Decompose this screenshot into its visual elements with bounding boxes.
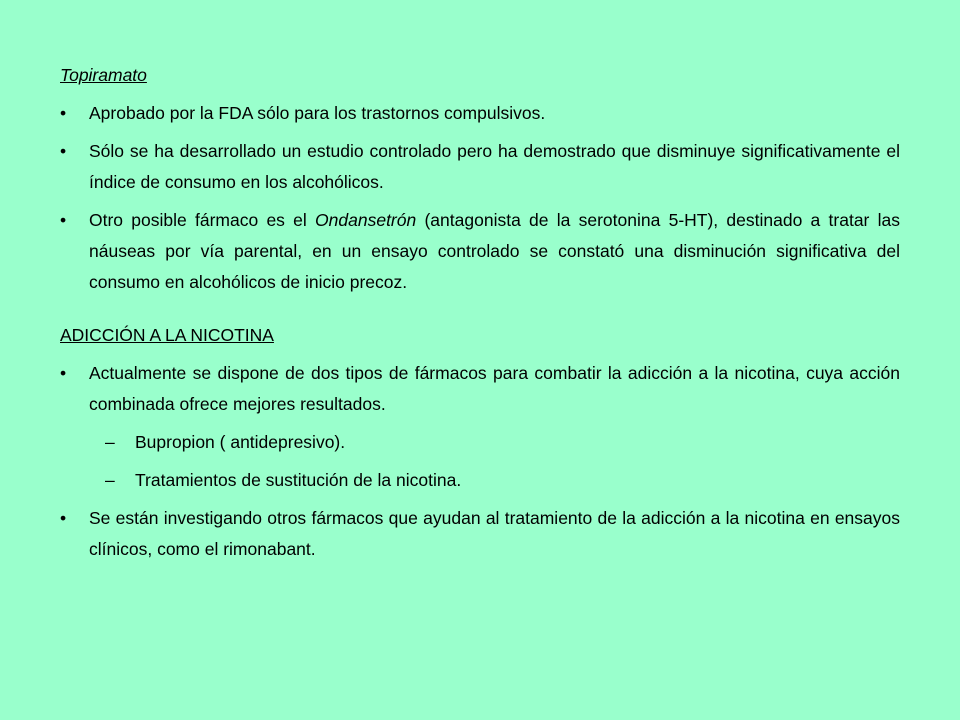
bullet-text: Actualmente se dispone de dos tipos de fármacos para combatir la adicción a la nicotina, cuya acción combinada ofrece mejores resultados. <box>89 363 900 414</box>
dash-icon: – <box>105 470 115 490</box>
bullet-item <box>60 136 900 198</box>
slide-content <box>60 60 900 572</box>
bullet-icon: • <box>60 508 67 528</box>
heading-nicotina: ADICCIÓN A LA NICOTINA <box>60 325 274 345</box>
bullet-icon: • <box>60 363 67 383</box>
bullet-icon: • <box>60 210 67 230</box>
bullet-item <box>60 358 900 420</box>
bullet-icon: • <box>60 141 67 161</box>
bullet-text: Aprobado por la FDA sólo para los trastornos compulsivos. <box>89 103 546 123</box>
bullet-text: Sólo se ha desarrollado un estudio controlado pero ha demostrado que disminuye significativamente el índice de consumo en los alcohólicos. <box>89 141 900 192</box>
heading-topiramato: Topiramato <box>60 65 147 85</box>
bullet-item <box>60 98 900 129</box>
bullet-text: Se están investigando otros fármacos que ayudan al tratamiento de la adicción a la nicotina en ensayos clínicos, como el rimonabant. <box>89 508 900 559</box>
sub-item-text: Tratamientos de sustitución de la nicotina. <box>135 470 462 490</box>
bullet-text-pre: Otro posible fármaco es el <box>89 210 316 230</box>
bullet-item <box>60 205 900 298</box>
bullet-text-post: (antagonista de la serotonina 5-HT), destinado a tratar las náuseas por vía parental, en un ensayo controlado se constató una disminución significativa del consumo en alcohólicos de inicio precoz. <box>89 210 900 292</box>
sub-item <box>60 427 900 458</box>
bullet-item <box>60 503 900 565</box>
sub-item-text: Bupropion ( antidepresivo). <box>135 432 346 452</box>
dash-icon: – <box>105 432 115 452</box>
bullet-icon: • <box>60 103 67 123</box>
sub-item <box>60 465 900 496</box>
drug-name-ondansetron: Ondansetrón <box>315 210 417 230</box>
section-spacer <box>60 305 900 320</box>
